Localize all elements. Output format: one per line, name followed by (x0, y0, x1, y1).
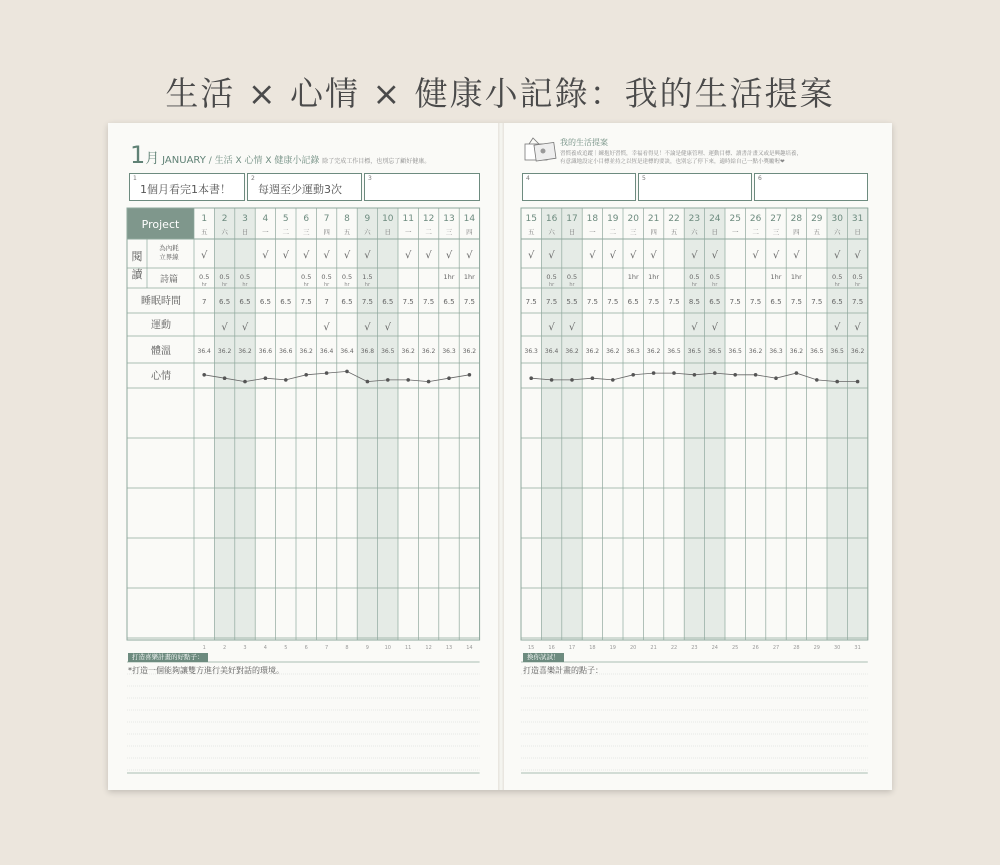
bottom-day-number: 25 (732, 645, 739, 651)
weekday-label: 四 (650, 228, 657, 236)
reading2-unit: hr (323, 282, 330, 288)
bottom-day-number: 24 (711, 645, 718, 651)
mood-point (366, 380, 370, 384)
mood-point (611, 378, 615, 382)
bottom-day-number: 11 (405, 645, 412, 651)
day-number: 14 (463, 214, 476, 224)
goal-number: 4 (526, 175, 530, 182)
sleep-value: 7.5 (463, 298, 475, 306)
weekday-label: 四 (793, 228, 800, 236)
reading1-check: √ (262, 250, 269, 261)
reading2-value: 0.5 (832, 273, 843, 281)
temp-value: 36.6 (279, 348, 293, 355)
exercise-check: √ (711, 322, 718, 333)
day-number: 16 (545, 214, 558, 224)
temp-value: 36.2 (748, 348, 763, 355)
day-number: 27 (770, 214, 782, 224)
temp-value: 36.2 (606, 348, 620, 355)
day-number: 21 (647, 214, 660, 224)
reading1-check: √ (630, 250, 637, 261)
mood-point (325, 371, 329, 375)
mood-point (223, 376, 227, 380)
mood-point (468, 373, 472, 377)
bottom-day-number: 21 (650, 645, 657, 651)
goal-text: 1個月看完1本書！ (140, 183, 231, 196)
reading2-value: 0.5 (341, 273, 353, 281)
sleep-value: 7.5 (361, 298, 373, 306)
bottom-day-number: 4 (263, 645, 267, 651)
weekday-label: 三 (302, 228, 310, 236)
day-number: 17 (566, 214, 578, 224)
temp-value: 36.2 (462, 348, 477, 355)
day-number: 24 (709, 214, 721, 224)
exercise-check: √ (241, 322, 249, 333)
mood-point (795, 371, 799, 375)
reading1-check: √ (772, 250, 780, 261)
sleep-value: 6.5 (280, 298, 292, 306)
weekday-label: 二 (282, 228, 290, 236)
sleep-value: 6.5 (709, 298, 721, 306)
mood-point (652, 371, 656, 375)
bottom-day-number: 9 (365, 645, 369, 651)
mood-point (202, 373, 206, 377)
month-name: JANUARY (162, 155, 206, 166)
goal-number: 2 (251, 175, 255, 182)
sleep-value: 7.5 (300, 298, 312, 306)
exercise-check: √ (834, 322, 841, 333)
weekday-label: 日 (711, 228, 719, 236)
bottom-day-number: 26 (752, 645, 759, 651)
temp-value: 36.3 (626, 348, 640, 355)
weekday-label: 三 (445, 228, 453, 236)
bottom-day-number: 7 (325, 645, 329, 651)
reading2-value: 0.5 (321, 273, 332, 281)
mood-point (631, 373, 635, 377)
page-heading: 生活 × 心情 × 健康小記錄：我的生活提案 (165, 74, 835, 113)
sleep-value: 7.5 (811, 298, 823, 306)
day-number: 23 (688, 214, 701, 224)
reading2-value: 0.5 (219, 273, 230, 281)
exercise-check: √ (691, 322, 698, 333)
weekday-label: 日 (854, 228, 861, 236)
bottom-day-number: 28 (793, 645, 800, 651)
left-subtitle: 除了完成工作目標，也別忘了顧好健康。 (322, 158, 431, 165)
right-footer-label: 換你試試！ (523, 653, 564, 662)
reading2-value: 0.5 (852, 273, 863, 281)
reading2-unit: hr (569, 282, 575, 288)
mood-point (529, 376, 533, 380)
day-number: 30 (831, 214, 843, 224)
reading1-check: √ (711, 250, 718, 261)
right-footer-text: 打造喜樂計畫的點子： (523, 666, 603, 675)
exercise-check: √ (548, 322, 555, 333)
reading2-value: 0.5 (239, 273, 251, 281)
bottom-day-number: 14 (466, 645, 473, 651)
reading2-value: 0.5 (689, 273, 700, 281)
goal-number: 1 (133, 175, 137, 182)
day-number: 5 (282, 214, 289, 224)
bottom-day-number: 13 (445, 645, 453, 651)
mood-point (345, 370, 349, 374)
bottom-day-number: 1 (202, 645, 206, 651)
reading1-check: √ (854, 250, 861, 261)
sleep-value: 6.5 (831, 298, 843, 306)
reading2-unit: hr (242, 282, 248, 288)
sleep-value: 7 (201, 298, 207, 306)
reading1-check: √ (589, 250, 596, 261)
sleep-value: 7.5 (852, 298, 864, 306)
temp-value: 36.5 (810, 348, 824, 355)
left-footer-label: 打造喜樂計畫的好點子： (128, 653, 208, 662)
reading2-unit: hr (201, 282, 207, 288)
reading2-value: 1hr (790, 273, 802, 281)
temp-value: 36.3 (769, 348, 783, 355)
goal-number: 3 (368, 175, 372, 182)
bottom-day-number: 15 (528, 645, 535, 651)
temp-value: 36.5 (728, 348, 742, 355)
temp-value: 36.5 (687, 348, 702, 355)
bottom-day-number: 22 (670, 645, 678, 651)
reading1-check: √ (691, 250, 698, 261)
day-number: 15 (525, 214, 537, 224)
day-number: 1 (201, 214, 208, 224)
reading1-check: √ (609, 250, 616, 261)
temp-value: 36.8 (360, 348, 375, 355)
reading2-unit: hr (834, 282, 840, 288)
reading-group-label-1: 閱 (131, 250, 143, 263)
reading2-unit: hr (691, 282, 698, 288)
temp-value: 36.2 (850, 348, 865, 355)
temp-value: 36.2 (421, 348, 436, 355)
temp-value: 36.2 (565, 348, 579, 355)
weekday-label: 二 (752, 228, 759, 236)
reading1-check: √ (282, 250, 289, 261)
sleep-value: 7 (324, 298, 329, 306)
weekday-label: 一 (262, 228, 269, 236)
reading-sub2-label: 詩篇 (159, 275, 179, 285)
temp-value: 36.2 (299, 348, 313, 355)
mood-point (835, 380, 839, 384)
reading1-check: √ (752, 250, 759, 261)
temp-value: 36.2 (401, 348, 415, 355)
temp-value: 36.4 (340, 348, 354, 355)
mood-point (284, 378, 288, 382)
day-number: 12 (422, 214, 435, 224)
exercise-check: √ (568, 322, 576, 333)
bottom-day-number: 10 (384, 645, 391, 651)
day-number: 8 (344, 214, 350, 224)
bottom-day-number: 17 (568, 645, 576, 651)
weekday-label: 六 (691, 228, 698, 236)
day-number: 18 (586, 214, 599, 224)
reading2-value: 1.5 (362, 273, 373, 281)
mood-point (672, 371, 676, 375)
day-number: 6 (303, 214, 310, 224)
temp-value: 36.6 (258, 348, 273, 355)
temp-value: 36.2 (585, 348, 600, 355)
weekday-label: 日 (384, 228, 392, 236)
reading2-unit: hr (364, 282, 371, 288)
bottom-day-number: 3 (243, 645, 247, 651)
exercise-check: √ (323, 322, 330, 333)
weekday-label: 五 (200, 228, 208, 236)
day-number: 2 (221, 214, 228, 224)
reading2-value: 1hr (443, 273, 455, 281)
day-number: 26 (749, 214, 762, 224)
weekday-label: 五 (670, 228, 678, 236)
reading1-check: √ (445, 250, 453, 261)
sleep-value: 7.5 (586, 298, 598, 306)
sleep-value: 6.5 (341, 298, 353, 306)
goal-text: 每週至少運動3次 (258, 183, 342, 196)
weekday-label: 日 (241, 228, 249, 236)
weekday-label: 四 (466, 228, 473, 236)
weekday-label: 六 (221, 228, 228, 236)
bottom-day-number: 12 (425, 645, 432, 651)
bottom-day-number: 23 (691, 645, 698, 651)
reading1-check: √ (425, 250, 432, 261)
weekday-label: 一 (731, 228, 739, 236)
month-number: 1 (130, 141, 146, 169)
day-number: 4 (262, 214, 269, 224)
bottom-day-number: 20 (630, 645, 637, 651)
temp-value: 36.2 (238, 348, 252, 355)
day-number: 13 (443, 214, 455, 224)
bottom-day-number: 30 (834, 645, 841, 651)
weekday-label: 三 (772, 228, 780, 236)
temp-value: 36.5 (708, 348, 722, 355)
sleep-label: 睡眠時間 (141, 296, 181, 307)
weekday-label: 二 (609, 228, 617, 236)
bottom-day-number: 2 (223, 645, 227, 651)
day-number: 11 (402, 214, 414, 224)
temp-value: 36.4 (197, 348, 211, 355)
day-number: 19 (607, 214, 619, 224)
sleep-value: 7.5 (729, 298, 741, 306)
sleep-value: 6.5 (443, 298, 455, 306)
reading1-check: √ (528, 250, 535, 261)
sleep-value: 6.5 (770, 298, 782, 306)
day-number: 28 (790, 214, 803, 224)
reading2-unit: hr (712, 282, 718, 288)
bottom-day-number: 18 (589, 645, 596, 651)
mood-point (733, 373, 737, 377)
exercise-check: √ (384, 322, 391, 333)
mood-point (264, 376, 268, 380)
reading2-unit: hr (344, 282, 350, 288)
sleep-value: 6.5 (382, 298, 394, 306)
reading1-check: √ (834, 250, 841, 261)
day-number: 29 (811, 214, 823, 224)
day-number: 9 (364, 214, 371, 224)
reading-group-label-2: 讀 (131, 268, 143, 281)
day-number: 22 (668, 214, 680, 224)
mood-point (304, 373, 308, 377)
mood-point (447, 376, 451, 380)
weekday-label: 五 (527, 228, 535, 236)
reading1-check: √ (303, 250, 310, 261)
reading1-check: √ (466, 250, 473, 261)
reading2-value: 1hr (463, 273, 475, 281)
project-label: Project (141, 218, 180, 231)
weekday-label: 一 (404, 228, 412, 236)
exercise-check: √ (364, 322, 371, 333)
temp-value: 36.4 (319, 348, 334, 355)
mood-point (713, 371, 717, 375)
mood-point (550, 378, 554, 382)
day-number: 25 (729, 214, 741, 224)
sleep-value: 8.5 (688, 298, 700, 306)
sleep-value: 7.5 (668, 298, 680, 306)
reading1-check: √ (548, 250, 555, 261)
sleep-value: 6.5 (259, 298, 271, 306)
reading2-value: 0.5 (546, 273, 557, 281)
temp-value: 36.2 (217, 348, 232, 355)
sleep-value: 5.5 (566, 298, 578, 306)
temp-value: 36.5 (667, 348, 681, 355)
mood-point (406, 378, 410, 382)
sleep-value: 7.5 (750, 298, 762, 306)
reading2-unit: hr (303, 282, 309, 288)
left-footer-text: *打造一個能夠讓雙方進行美好對話的環境。 (128, 666, 284, 675)
reading2-value: 0.5 (301, 273, 312, 281)
month-kanji: 月 (145, 151, 160, 167)
weekday-label: 日 (568, 228, 576, 236)
weekday-label: 四 (323, 228, 330, 236)
weekday-label: 二 (425, 228, 432, 236)
temp-value: 36.4 (544, 348, 559, 355)
day-number: 31 (851, 214, 864, 224)
reading2-value: 1hr (627, 273, 639, 281)
sleep-value: 7.5 (648, 298, 660, 306)
sleep-value: 6.5 (219, 298, 231, 306)
bottom-day-number: 5 (284, 645, 288, 651)
mood-point (570, 378, 574, 382)
temp-value: 36.5 (830, 348, 844, 355)
reading1-check: √ (323, 250, 330, 261)
sleep-value: 6.5 (239, 298, 251, 306)
reading1-check: √ (364, 250, 371, 261)
reading1-check: √ (343, 250, 351, 261)
mood-point (591, 376, 595, 380)
sleep-value: 7.5 (402, 298, 414, 306)
mood-point (693, 373, 697, 377)
goal-number: 6 (758, 175, 762, 182)
reading2-value: 0.5 (199, 273, 210, 281)
right-title: 我的生活提案 (560, 138, 608, 147)
bottom-day-number: 16 (548, 645, 555, 651)
weekday-label: 六 (833, 228, 841, 236)
reading-sub1-label-b: 立界線 (159, 253, 179, 261)
right-desc-line2: 有意識地設定小目標並持之以恆是達標的要訣，也別忘了停下來，適時給自己一點小獎勵喔❤ (560, 159, 785, 165)
weekday-label: 六 (548, 228, 555, 236)
mood-point (815, 378, 819, 382)
bottom-day-number: 8 (345, 645, 349, 651)
temp-value: 36.2 (789, 348, 804, 355)
temp-value: 36.3 (442, 348, 456, 355)
reading2-unit: hr (854, 282, 861, 288)
mood-label: 心情 (151, 371, 171, 382)
bottom-day-number: 27 (772, 645, 780, 651)
reading2-unit: hr (548, 282, 555, 288)
mood-point (754, 373, 758, 377)
bottom-day-number: 19 (609, 645, 616, 651)
goal-number: 5 (642, 175, 646, 182)
weekday-label: 五 (343, 228, 351, 236)
tracker-grid (108, 123, 892, 790)
reading2-value: 1hr (770, 273, 782, 281)
day-number: 7 (323, 214, 330, 224)
weekday-label: 五 (813, 228, 821, 236)
planner-book (108, 123, 892, 790)
reading2-value: 0.5 (709, 273, 720, 281)
sleep-value: 7.5 (423, 298, 435, 306)
left-title: / 生活 X 心情 X 健康小記錄 (208, 156, 320, 166)
temp-value: 36.3 (524, 348, 538, 355)
reading1-check: √ (405, 250, 412, 261)
sleep-value: 6.5 (627, 298, 639, 306)
day-number: 3 (242, 214, 248, 224)
weekday-label: 三 (629, 228, 637, 236)
sleep-value: 7.5 (790, 298, 802, 306)
reading1-check: √ (793, 250, 800, 261)
bottom-day-number: 31 (854, 645, 861, 651)
day-number: 10 (382, 214, 394, 224)
sleep-value: 7.5 (546, 298, 558, 306)
temp-value: 36.2 (646, 348, 661, 355)
bottom-day-number: 29 (813, 645, 820, 651)
sleep-value: 7.5 (525, 298, 537, 306)
reading-sub1-label-a: 為內耗 (159, 244, 179, 252)
day-number: 20 (627, 214, 639, 224)
reading2-unit: hr (221, 282, 228, 288)
sleep-value: 7.5 (607, 298, 619, 306)
exercise-check: √ (221, 322, 228, 333)
mood-point (386, 378, 390, 382)
reading2-value: 0.5 (566, 273, 578, 281)
weekday-label: 一 (589, 228, 596, 236)
mood-point (427, 380, 431, 384)
weekend-shade (378, 208, 398, 640)
weekday-label: 六 (364, 228, 371, 236)
exercise-check: √ (854, 322, 861, 333)
temp-label: 體溫 (151, 346, 171, 357)
bottom-day-number: 6 (304, 645, 308, 651)
reading2-value: 1hr (648, 273, 660, 281)
temp-value: 36.5 (381, 348, 395, 355)
exercise-label: 運動 (151, 320, 171, 331)
reading1-check: √ (201, 250, 208, 261)
mood-point (856, 380, 860, 384)
mood-point (774, 376, 778, 380)
reading1-check: √ (650, 250, 657, 261)
mood-point (243, 380, 247, 384)
right-desc-line1: 習慣養成追蹤｜練抱好習慣，幸福看得見！不論是健康管理、運動目標、讀書計畫又或是興趣培養， (560, 151, 803, 157)
